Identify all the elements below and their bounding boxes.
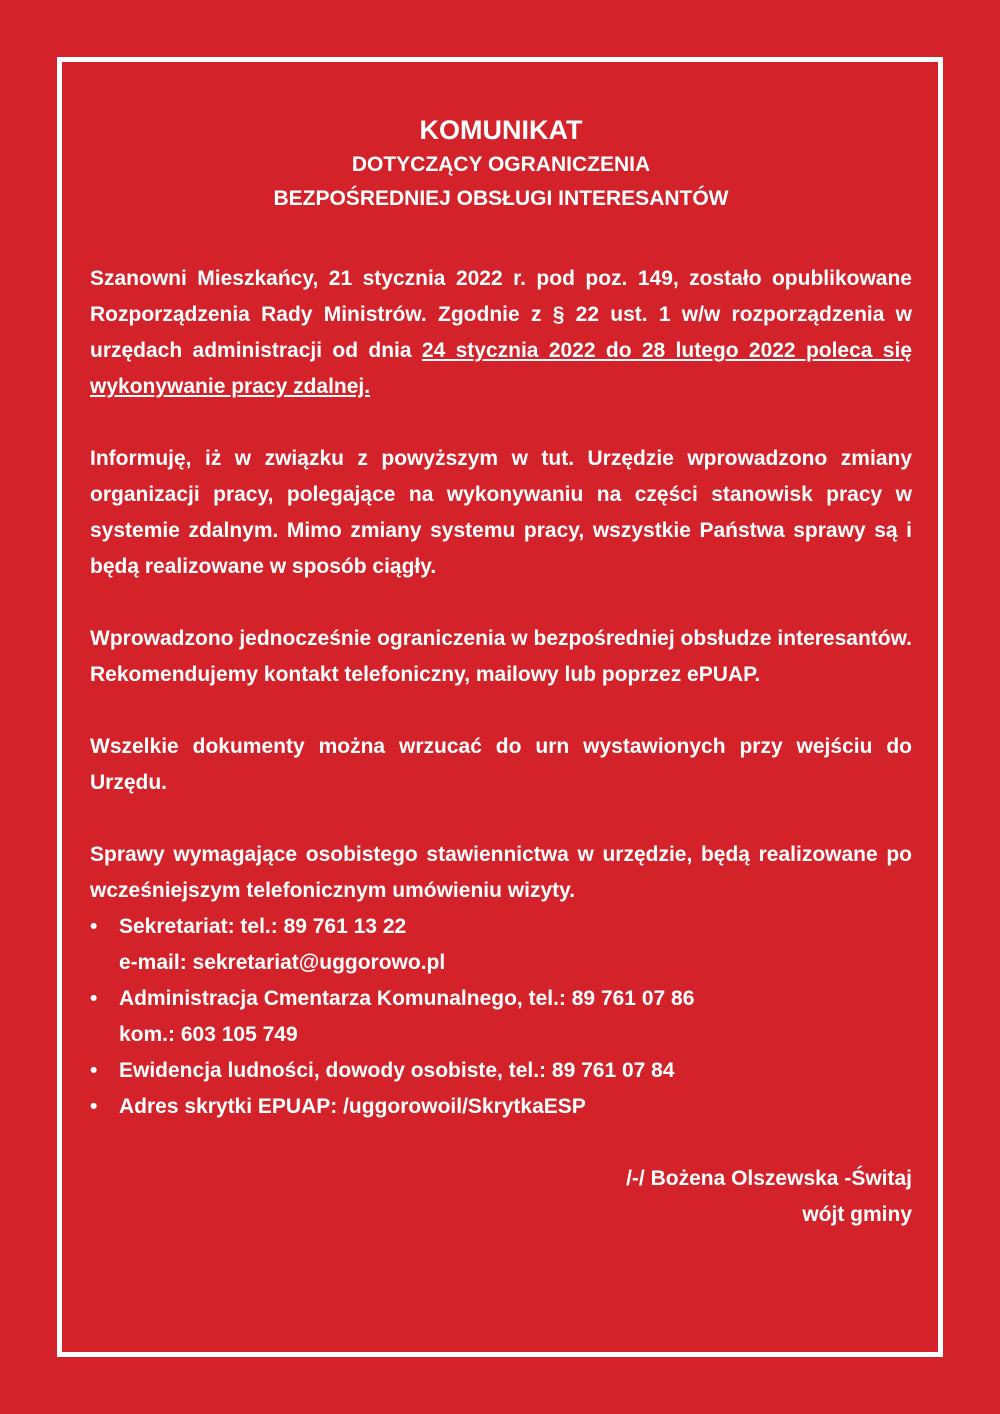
contact-epuap-address: Adres skrytki EPUAP: /uggorowoil/SkrytkaESP (119, 1095, 586, 1118)
paragraph-appointments: Sprawy wymagające osobistego stawiennictwa w urzędzie, będą realizowane po wcześniejszym telefonicznym umówieniu wizyty. (90, 843, 912, 902)
bullet-icon: • (90, 915, 98, 938)
list-item (90, 1089, 912, 1125)
contact-registry-phone: Ewidencja ludności, dowody osobiste, tel.: 89 761 07 84 (119, 1059, 675, 1082)
list-item (90, 1053, 912, 1089)
contact-secretariat-phone: Sekretariat: tel.: 89 761 13 22 (119, 915, 407, 938)
contact-secretariat-email: e-mail: sekretariat@uggorowo.pl (119, 951, 446, 974)
remote-work-period: 24 stycznia 2022 do 28 lutego 2022 poleca się wykonywanie pracy zdalnej. (90, 339, 912, 398)
list-item (90, 909, 912, 981)
paragraph-remote-work-intro: Szanowni Mieszkańcy, 21 stycznia 2022 r. pod poz. 149, zostało opublikowane Rozporządzenia Rady Ministrów. Zgodnie z § 22 ust. 1 w/w rozporządzenia w urzędach administracji od dnia (90, 267, 912, 362)
paragraph-organization: Informuję, iż w związku z powyższym w tut. Urzędzie wprowadzono zmiany organizacji pracy, polegające na wykonywaniu na części stanowisk pracy w systemie zdalnym. Mimo zmiany systemu pracy, wszystkie Państwa sprawy są i będą realizowane w sposób ciągły. (90, 447, 912, 578)
page-title: KOMUNIKAT (419, 115, 583, 145)
paragraph-documents: Wszelkie dokumenty można wrzucać do urn wystawionych przy wejściu do Urzędu. (90, 735, 912, 794)
bullet-icon: • (90, 987, 98, 1010)
bullet-icon: • (90, 1059, 98, 1082)
contact-cemetery-phone: Administracja Cmentarza Komunalnego, tel.: 89 761 07 86 (119, 987, 695, 1010)
contact-list (90, 909, 912, 1125)
subtitle-line-2: BEZPOŚREDNIEJ OBSŁUGI INTERESANTÓW (273, 187, 729, 210)
list-item (90, 981, 912, 1053)
subtitle-line-1: DOTYCZĄCY OGRANICZENIA (351, 153, 651, 176)
paragraph-remote-work (90, 261, 912, 405)
bullet-icon: • (90, 1095, 98, 1118)
signature (90, 1161, 912, 1233)
contact-cemetery-mobile: kom.: 603 105 749 (119, 1023, 298, 1046)
signature-name: /-/ Bożena Olszewska -Świtaj (626, 1167, 912, 1190)
paragraph-restrictions: Wprowadzono jednocześnie ograniczenia w bezpośredniej obsłudze interesantów. Rekomendujemy kontakt telefoniczny, mailowy lub poprzez ePUAP. (90, 627, 912, 686)
signature-role: wójt gminy (802, 1203, 912, 1226)
notice-content (90, 112, 912, 1233)
